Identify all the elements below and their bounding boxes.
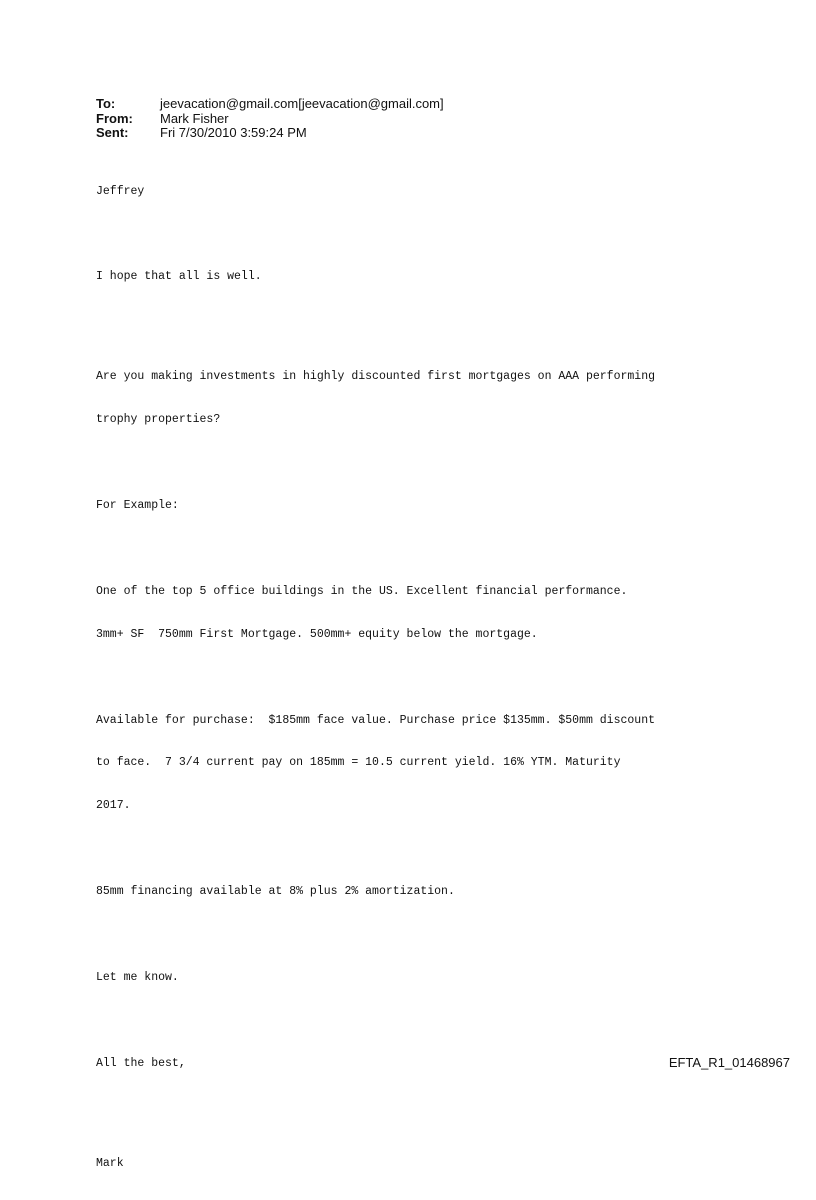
sent-row (96, 126, 444, 141)
purchase-line-2: to face. 7 3/4 current pay on 185mm = 10.5 current yield. 16% YTM. Maturity (96, 756, 621, 770)
from-row (96, 112, 444, 127)
email-header (96, 97, 444, 141)
to-row (96, 97, 444, 112)
email-body (96, 156, 736, 1200)
to-value: jeevacation@gmail.com[jeevacation@gmail.com] (160, 96, 444, 111)
question-line-2: trophy properties? (96, 413, 221, 427)
document-id: EFTA_R1_01468967 (668, 1055, 790, 1070)
closing-line: All the best, (96, 1056, 186, 1070)
let-me-know-line: Let me know. (96, 970, 179, 984)
question-line-1: Are you making investments in highly discounted first mortgages on AAA performing (96, 370, 655, 384)
building-line-2: 3mm+ SF 750mm First Mortgage. 500mm+ equity below the mortgage. (96, 627, 538, 641)
building-line-1: One of the top 5 office buildings in the US. Excellent financial performance. (96, 584, 628, 598)
to-label: To: (96, 96, 116, 111)
greeting: Jeffrey (96, 184, 145, 198)
from-value: Mark Fisher (160, 110, 229, 126)
example-label: For Example: (96, 499, 179, 513)
purchase-line-3: 2017. (96, 799, 131, 813)
sent-label: Sent: (96, 125, 129, 140)
signature: Mark (96, 1156, 124, 1170)
from-label: From: (96, 110, 133, 126)
financing-line: 85mm financing available at 8% plus 2% amortization. (96, 885, 455, 899)
purchase-line-1: Available for purchase: $185mm face value. Purchase price $135mm. $50mm discount (96, 713, 655, 727)
sent-value: Fri 7/30/2010 3:59:24 PM (160, 125, 307, 140)
hope-line: I hope that all is well. (96, 270, 262, 284)
